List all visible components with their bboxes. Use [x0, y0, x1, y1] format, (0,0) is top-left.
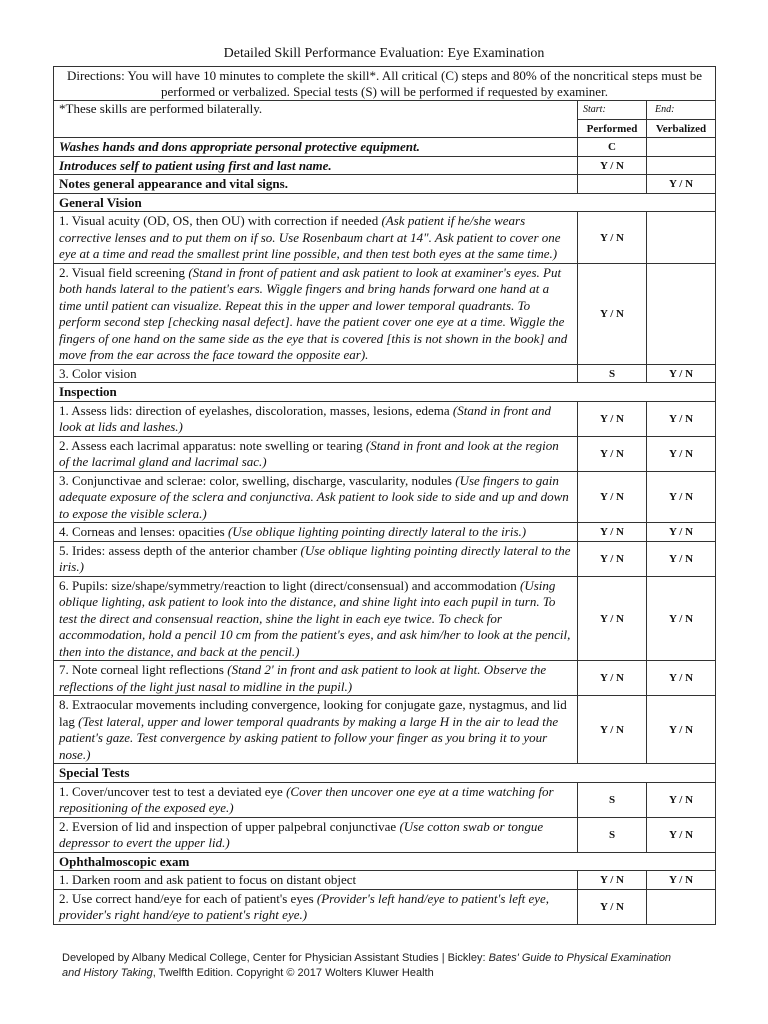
performed-mark: Y / N	[578, 401, 647, 436]
step-instructions: (Use fingers to gain adequate exposure of the sclera and conjunctiva. Ask patient to look side to side and up and down to expose the visible sclera.)	[59, 472, 569, 521]
step-instructions: (Cover then uncover one eye at a time watching for repositioning of the exposed eye.)	[59, 783, 554, 815]
step-text: 8. Extraocular movements including convergence, looking for conjugate gaze, nystagmus, and lid lag	[59, 697, 567, 729]
verbalized-mark: Y / N	[647, 541, 716, 576]
step-instructions: (Use oblique lighting pointing directly lateral to the iris.)	[227, 524, 527, 539]
step-cell	[54, 523, 578, 542]
verbalized-mark	[647, 889, 716, 924]
step-cell	[54, 576, 578, 661]
step-text: 2. Use correct hand/eye for each of patient's eyes	[59, 890, 314, 906]
step-cell	[54, 436, 578, 471]
performed-mark: Y / N	[578, 541, 647, 576]
table-row	[54, 782, 716, 817]
directions-text: Directions: You will have 10 minutes to complete the skill*. All critical (C) steps and 80% of the noncritical steps must be performed or verbalized. Special tests (S) will be performed if requested by examiner.	[54, 67, 716, 101]
performed-column-header: Performed	[578, 119, 647, 138]
performed-mark: Y / N	[578, 212, 647, 264]
verbalized-column-header: Verbalized	[647, 119, 716, 138]
performed-mark: Y / N	[578, 471, 647, 523]
step-text: 1. Darken room and ask patient to focus on distant object	[59, 872, 357, 887]
performed-mark: Y / N	[578, 871, 647, 890]
performed-mark	[578, 175, 647, 194]
verbalized-mark: Y / N	[647, 401, 716, 436]
table-row	[54, 817, 716, 852]
step-text: 3. Conjunctivae and sclerae: color, swelling, discharge, vascularity, nodules	[59, 472, 452, 488]
section-heading: Ophthalmoscopic exam	[54, 852, 716, 871]
table-row	[54, 156, 716, 175]
performed-mark: C	[578, 138, 647, 157]
step-cell	[54, 871, 578, 890]
table-row	[54, 471, 716, 523]
step-instructions: (Stand in front and look at the region of the lacrimal gland and lacrimal sac.)	[59, 437, 559, 469]
header-row	[54, 101, 716, 120]
table-row	[54, 541, 716, 576]
table-row	[54, 696, 716, 764]
step-cell	[54, 364, 578, 383]
step-cell	[54, 401, 578, 436]
footer-copyright: , Twelfth Edition. Copyright © 2017 Wolters Kluwer Health	[152, 967, 434, 979]
step-cell	[54, 817, 578, 852]
step-text: 5. Irides: assess depth of the anterior chamber	[59, 542, 298, 558]
step-cell	[54, 782, 578, 817]
step-cell	[54, 471, 578, 523]
verbalized-mark: Y / N	[647, 661, 716, 696]
section-row	[54, 852, 716, 871]
performed-mark: Y / N	[578, 696, 647, 764]
section-row	[54, 193, 716, 212]
performed-mark: Y / N	[578, 661, 647, 696]
step-cell	[54, 541, 578, 576]
footer	[62, 951, 722, 981]
step-text: Washes hands and dons appropriate personal protective equipment.	[59, 139, 420, 154]
verbalized-mark: Y / N	[647, 523, 716, 542]
step-cell	[54, 696, 578, 764]
verbalized-mark: Y / N	[647, 436, 716, 471]
step-instructions: (Stand 2' in front and ask patient to look at light. Observe the reflections of the light just nasal to midline in the pupil.)	[59, 662, 547, 694]
step-text: 1. Visual acuity (OD, OS, then OU) with correction if needed	[59, 213, 379, 228]
verbalized-mark: Y / N	[647, 471, 716, 523]
section-row	[54, 383, 716, 402]
section-heading: General Vision	[54, 193, 716, 212]
verbalized-mark: Y / N	[647, 576, 716, 661]
end-label: End:	[647, 101, 716, 120]
verbalized-mark	[647, 138, 716, 157]
table-row	[54, 871, 716, 890]
step-text: 4. Corneas and lenses: opacities	[59, 524, 225, 539]
verbalized-mark: Y / N	[647, 871, 716, 890]
step-text: 2. Assess each lacrimal apparatus: note swelling or tearing	[59, 437, 363, 453]
step-text: 2. Visual field screening	[59, 264, 186, 280]
step-cell	[54, 263, 578, 364]
performed-mark: Y / N	[578, 889, 647, 924]
table-row	[54, 212, 716, 264]
footer-book-title-cont: and History Taking	[62, 967, 153, 979]
step-cell	[54, 138, 578, 157]
step-cell	[54, 175, 578, 194]
step-text: Introduces self to patient using first and last name.	[59, 157, 332, 173]
step-text: 1. Cover/uncover test to test a deviated eye	[59, 783, 283, 799]
performed-mark: S	[578, 782, 647, 817]
table-row	[54, 436, 716, 471]
footer-credit: Developed by Albany Medical College, Center for Physician Assistant Studies | Bickley:	[62, 952, 489, 964]
verbalized-mark	[647, 212, 716, 264]
verbalized-mark	[647, 156, 716, 175]
step-text: 1. Assess lids: direction of eyelashes, discoloration, masses, lesions, edema	[59, 402, 450, 418]
verbalized-mark: Y / N	[647, 696, 716, 764]
table-row	[54, 576, 716, 661]
step-instructions: (Use cotton swab or tongue depressor to evert the upper lid.)	[59, 818, 544, 850]
step-cell	[54, 889, 578, 924]
table-row	[54, 523, 716, 542]
step-text: 2. Eversion of lid and inspection of upper palpebral conjunctivae	[59, 818, 397, 834]
performed-mark: Y / N	[578, 156, 647, 175]
performed-mark: Y / N	[578, 263, 647, 364]
performed-mark: S	[578, 364, 647, 383]
table-row	[54, 401, 716, 436]
step-cell	[54, 212, 578, 264]
table-row	[54, 661, 716, 696]
performed-mark: Y / N	[578, 436, 647, 471]
table-row	[54, 263, 716, 364]
section-heading: Special Tests	[54, 764, 716, 783]
verbalized-mark: Y / N	[647, 175, 716, 194]
section-row	[54, 764, 716, 783]
start-label: Start:	[578, 101, 647, 120]
step-text: Notes general appearance and vital signs.	[59, 176, 288, 191]
step-instructions: (Using oblique lighting, ask patient to look into the distance, and shine light into each pupil in turn. To test the direct and consensual reaction, shine the light in each eye twice. To check for accommodation, hold a pencil 10 cm from the patient's eyes, and ask him/her to look at the pencil, then into the distance, and back at the pencil.)	[59, 577, 571, 659]
performed-mark: Y / N	[578, 576, 647, 661]
step-instructions: (Use oblique lighting pointing directly lateral to the iris.)	[59, 542, 571, 574]
page-title: Detailed Skill Performance Evaluation: Eye Examination	[223, 46, 545, 61]
verbalized-mark: Y / N	[647, 364, 716, 383]
step-text: 7. Note corneal light reflections	[59, 662, 224, 677]
step-instructions: (Test lateral, upper and lower temporal quadrants by making a large H in the air to lead the patient's gaze. Test convergence by asking patient to follow your finger as you bring it to your nose.)	[59, 713, 559, 762]
bilateral-note: *These skills are performed bilaterally.	[54, 101, 578, 138]
step-text: 3. Color vision	[59, 365, 137, 381]
step-text: 6. Pupils: size/shape/symmetry/reaction to light (direct/consensual) and accommodation	[59, 577, 517, 593]
step-instructions: (Stand in front of patient and ask patient to look at examiner's eyes. Put both hands lateral to the patient's ears. Wiggle fingers and bring hands forward one hand at a time until patient can visualize. Repeat this in the upper and lower temporal quadrants. To perform second step [checking nasal defect]. have the patient cover one eye at a time. Wiggle the fingers of one hand on the same side as the eye that is covered [this is not shown in the book] and move from the ear across the face toward the opposite ear).	[59, 264, 568, 362]
step-instructions: (Provider's left hand/eye to patient's left eye, provider's right hand/eye to patient's right eye.)	[59, 890, 550, 922]
step-instructions: (Stand in front and look at lids and lashes.)	[59, 402, 552, 434]
evaluation-table	[53, 66, 716, 925]
table-row	[54, 138, 716, 157]
table-row	[54, 364, 716, 383]
footer-book-title: Bates' Guide to Physical Examination	[488, 952, 672, 964]
performed-mark: S	[578, 817, 647, 852]
table-row	[54, 175, 716, 194]
step-instructions: (Ask patient if he/she wears corrective lenses and to put them on if so. Use Rosenbaum chart at 14". Ask patient to cover one eye at a time and read the smallest print line possible, and then test both eyes at the same time.)	[59, 213, 561, 261]
verbalized-mark	[647, 263, 716, 364]
step-cell	[54, 661, 578, 696]
section-heading: Inspection	[54, 383, 716, 402]
performed-mark: Y / N	[578, 523, 647, 542]
step-cell	[54, 156, 578, 175]
table-row	[54, 889, 716, 924]
directions-row	[54, 67, 716, 101]
verbalized-mark: Y / N	[647, 817, 716, 852]
verbalized-mark: Y / N	[647, 782, 716, 817]
